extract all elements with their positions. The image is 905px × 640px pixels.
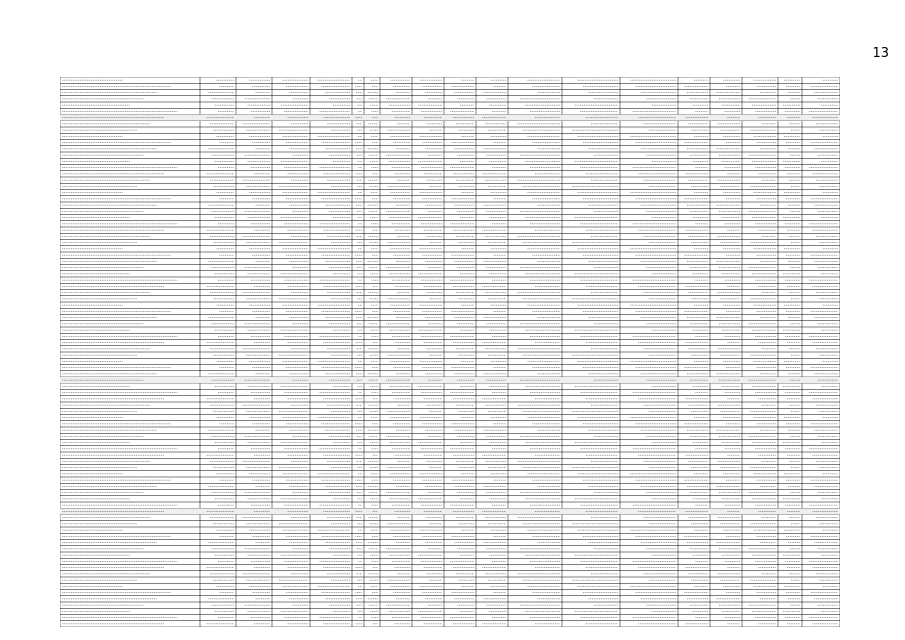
data-table <box>60 77 840 627</box>
page-number: 13 <box>872 46 889 61</box>
table-grid <box>60 77 840 627</box>
total-row-shade <box>60 115 840 121</box>
total-row-shade <box>60 508 840 514</box>
